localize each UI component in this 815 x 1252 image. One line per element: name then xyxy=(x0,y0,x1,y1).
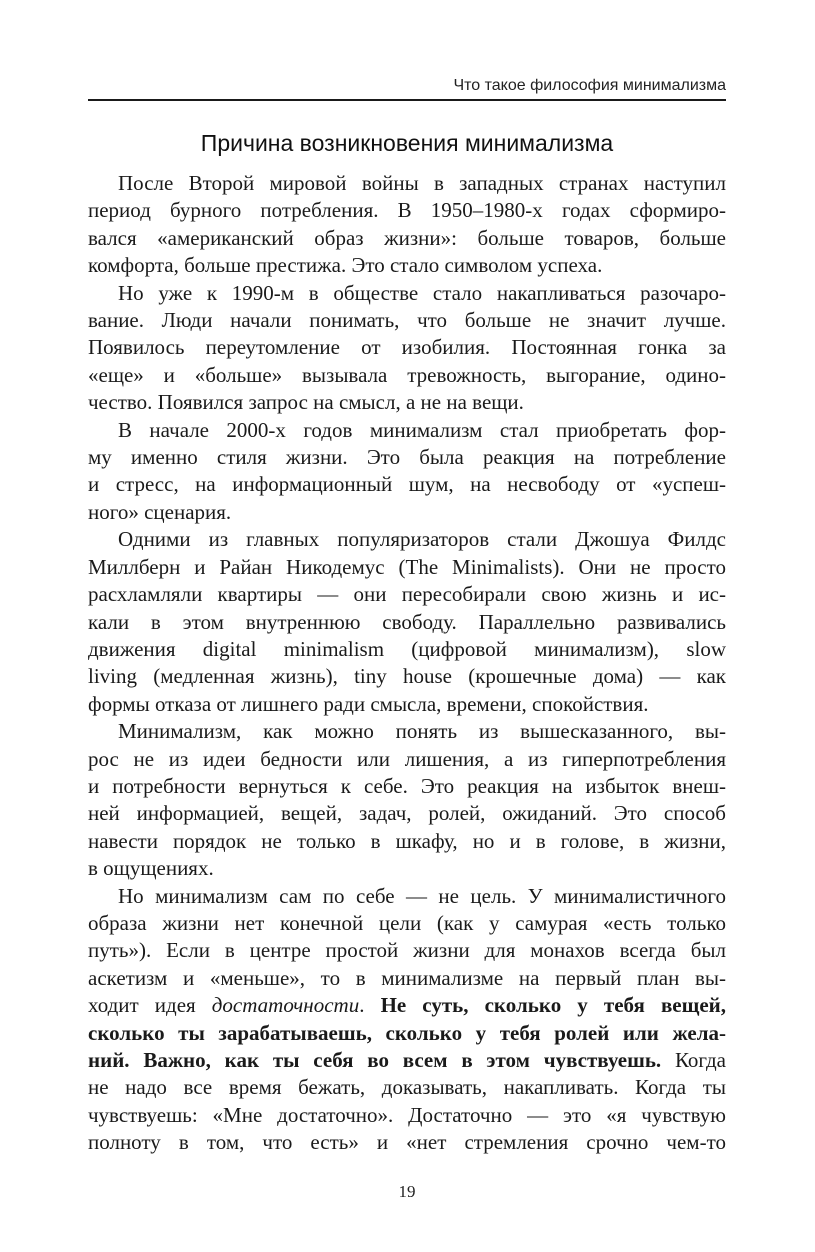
text-line xyxy=(88,992,726,1019)
section-title: Причина возникновения минимализма xyxy=(200,130,614,156)
text-line xyxy=(88,800,726,827)
text-line xyxy=(88,691,726,718)
text-segment: ходит идея xyxy=(88,993,212,1018)
running-head: Что такое философия минимализма xyxy=(453,77,726,94)
text-segment: аскетизм и «меньше», то в минимализме на первый план вы- xyxy=(88,965,726,990)
text-line xyxy=(88,609,726,636)
text-segment: После Второй мировой войны в западных странах наступил xyxy=(118,171,726,195)
bold-text: сколько ты зарабатываешь, сколько у тебя ролей или жела- xyxy=(88,1020,726,1045)
text-segment: Миллберн и Райан Никодемус (The Minimalists). Они не просто xyxy=(88,554,726,579)
text-line xyxy=(88,417,726,444)
text-line xyxy=(88,1102,726,1129)
header-rule xyxy=(88,99,726,101)
text-segment: ного» сценария. xyxy=(88,499,232,524)
text-segment: Появилось переутомление от изобилия. Постоянная гонка за xyxy=(88,335,726,360)
text-line xyxy=(88,581,726,608)
text-line xyxy=(88,252,726,279)
text-segment: Но минимализм сам по себе — не цель. У минималистичного xyxy=(118,883,726,908)
text-segment: не надо все время бежать, доказывать, накапливать. Когда ты xyxy=(88,1075,726,1100)
text-segment: в ощущениях. xyxy=(88,856,214,881)
text-line xyxy=(88,1074,726,1101)
text-line xyxy=(88,883,726,910)
text-line xyxy=(88,225,726,252)
text-segment: кали в этом внутреннюю свободу. Параллельно развивались xyxy=(88,609,726,634)
bold-text: Не суть, сколько у тебя вещей, xyxy=(380,993,726,1018)
text-segment: полноту в том, что есть» и «нет стремления срочно чем-то xyxy=(88,1130,726,1155)
text-line xyxy=(88,746,726,773)
text-line xyxy=(88,334,726,361)
bold-text: ний. Важно, как ты себя во всем в этом чувствуешь. xyxy=(88,1048,662,1072)
text-segment: Но уже к 1990-м в обществе стало накапливаться разочаро- xyxy=(118,280,726,305)
text-segment: и потребности вернуться к себе. Это реакция на избыток внеш- xyxy=(88,773,726,798)
text-line xyxy=(88,554,726,581)
text-line xyxy=(88,499,726,526)
text-segment: образа жизни нет конечной цели (как у самурая «есть только xyxy=(88,910,726,935)
text-line xyxy=(88,362,726,389)
text-segment: В начале 2000-х годов минимализм стал приобретать фор- xyxy=(118,417,726,442)
text-line xyxy=(88,307,726,334)
text-segment: «еще» и «больше» вызывала тревожность, выгорание, одино- xyxy=(88,362,726,387)
text-line xyxy=(88,718,726,745)
text-line xyxy=(88,937,726,964)
text-line xyxy=(88,170,726,197)
text-line xyxy=(88,197,726,224)
text-segment: чувствуешь: «Мне достаточно». Достаточно — это «я чувствую xyxy=(88,1102,726,1127)
italic-text: достаточности xyxy=(211,993,360,1018)
text-line xyxy=(88,1020,726,1047)
text-segment: . xyxy=(359,993,381,1018)
page-number: 19 xyxy=(398,1182,416,1201)
text-line xyxy=(88,855,726,882)
text-segment: ней информацией, вещей, задач, ролей, ожиданий. Это способ xyxy=(88,801,726,826)
text-line xyxy=(88,828,726,855)
text-segment: Одними из главных популяризаторов стали Джошуа Филдс xyxy=(118,527,726,552)
text-segment: расхламляли квартиры — они пересобирали свою жизнь и ис- xyxy=(88,582,726,607)
text-line xyxy=(88,471,726,498)
text-segment: рос не из идеи бедности или лишения, а из гиперпотребления xyxy=(88,746,726,771)
text-segment: движения digital minimalism (цифровой минимализм), slow xyxy=(88,636,726,661)
text-line xyxy=(88,1129,726,1156)
text-line xyxy=(88,444,726,471)
text-segment: му именно стиля жизни. Это была реакция на потребление xyxy=(88,445,726,470)
text-line xyxy=(88,389,726,416)
text-segment: период бурного потребления. В 1950–1980-х годах сформиро- xyxy=(88,198,726,223)
text-segment: вался «американский образ жизни»: больше товаров, больше xyxy=(88,225,726,250)
paragraph xyxy=(88,280,726,417)
paragraph xyxy=(88,417,726,527)
text-line xyxy=(88,636,726,663)
text-line xyxy=(88,773,726,800)
text-line xyxy=(88,663,726,690)
text-segment: living (медленная жизнь), tiny house (крошечные дома) — как xyxy=(88,664,726,689)
text-segment: формы отказа от лишнего ради смысла, времени, спокойствия. xyxy=(88,691,649,716)
text-segment: Когда xyxy=(661,1048,726,1072)
text-segment: навести порядок не только в шкафу, но и в голове, в жизни, xyxy=(88,828,726,853)
text-segment: и стресс, на информационный шум, на несвободу от «успеш- xyxy=(88,472,726,497)
paragraph xyxy=(88,718,726,882)
text-segment: путь»). Если в центре простой жизни для монахов всегда был xyxy=(88,938,726,963)
paragraph xyxy=(88,883,726,1157)
text-line xyxy=(88,910,726,937)
text-segment: чество. Появился запрос на смысл, а не на вещи. xyxy=(88,390,524,415)
text-line xyxy=(88,526,726,553)
text-line xyxy=(88,965,726,992)
text-line xyxy=(88,1047,726,1074)
paragraph xyxy=(88,170,726,280)
text-segment: комфорта, больше престижа. Это стало символом успеха. xyxy=(88,253,603,278)
body-text xyxy=(88,170,726,1157)
paragraph xyxy=(88,526,726,718)
text-segment: вание. Люди начали понимать, что больше не значит лучше. xyxy=(88,308,726,333)
text-line xyxy=(88,280,726,307)
text-segment: Минимализм, как можно понять из вышесказанного, вы- xyxy=(118,719,726,744)
